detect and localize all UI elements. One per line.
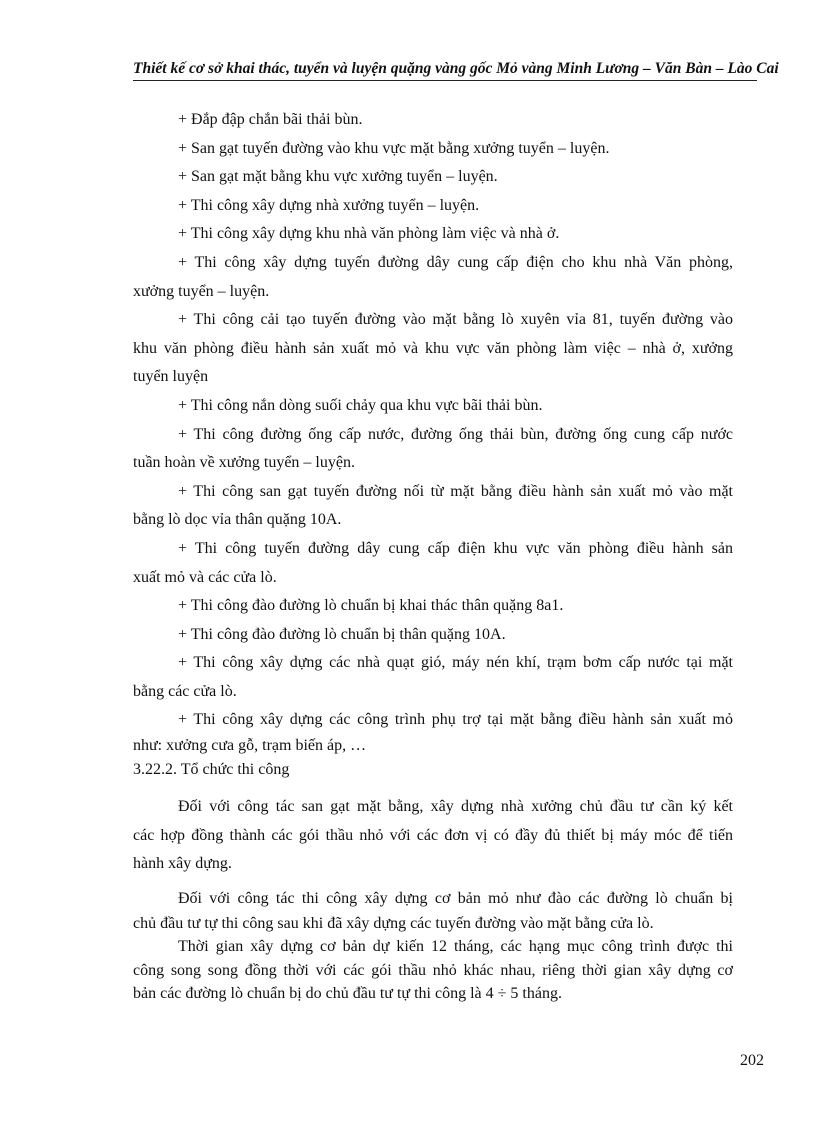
list-item-line: xưởng tuyển – luyện. [133, 282, 270, 300]
list-item [133, 249, 733, 306]
list-item: + Thi công đào đường lò chuẩn bị thân quặng 10A. [178, 625, 506, 643]
list-item-line: bằng lò dọc vỉa thân quặng 10A. [133, 511, 342, 529]
list-item [133, 478, 733, 535]
list-item-line: tuần hoàn về xưởng tuyển – luyện. [133, 454, 355, 472]
list-item: + Thi công đào đường lò chuẩn bị khai thác thân quặng 8a1. [178, 597, 564, 615]
list-item: + Đắp đập chắn bãi thải bùn. [178, 111, 363, 128]
list-item-line: như: xưởng cưa gỗ, trạm biến áp, … [133, 737, 367, 755]
paragraph-line: chủ đầu tư tự thi công sau khi đã xây dựng các tuyến đường vào mặt bằng cửa lò. [133, 915, 654, 933]
paragraph-line: Đối với công tác san gạt mặt bằng, xây dựng nhà xưởng chủ đầu tư cần ký kết [178, 798, 733, 816]
page-body [133, 106, 733, 1006]
paragraph [133, 935, 733, 1006]
spacer [133, 783, 733, 793]
list-item-line: + Thi công xây dựng các nhà quạt gió, máy nén khí, trạm bơm cấp nước tại mặt [178, 654, 733, 672]
list-item-line: + Thi công xây dựng tuyến đường dây cung cấp điện cho khu nhà Văn phòng, [178, 253, 733, 271]
running-header: Thiết kế cơ sở khai thác, tuyển và luyện quặng vàng gốc Mỏ vàng Minh Lương – Văn Bàn – Lào Cai [133, 60, 779, 77]
page-number: 202 [740, 1052, 764, 1069]
list-item [133, 421, 733, 478]
list-item: + Thi công xây dựng khu nhà văn phòng làm việc và nhà ở. [178, 225, 560, 243]
list-item-line: xuất mỏ và các cửa lò. [133, 568, 277, 586]
header-rule [133, 80, 757, 81]
list-item-line: khu văn phòng điều hành sản xuất mỏ và khu vực văn phòng làm việc – nhà ở, xưởng [133, 339, 733, 357]
list-item: + San gạt tuyến đường vào khu vực mặt bằng xưởng tuyển – luyện. [178, 139, 610, 157]
paragraph [133, 793, 733, 879]
list-item-line: bằng các cửa lò. [133, 682, 237, 700]
paragraph-line: Thời gian xây dựng cơ bản dự kiến 12 tháng, các hạng mục công trình được thi [178, 938, 733, 956]
list-item [133, 649, 733, 706]
list-item-line: + Thi công đường ống cấp nước, đường ống thải bùn, đường ống cung cấp nước [178, 425, 733, 443]
paragraph-line: hành xây dựng. [133, 855, 232, 873]
list-item-line: + Thi công san gạt tuyến đường nối từ mặt bằng điều hành sản xuất mỏ vào mặt [178, 482, 733, 500]
list-item-line: tuyển luyện [133, 368, 209, 386]
paragraph-line: Đối với công tác thi công xây dựng cơ bản mỏ như đào các đường lò chuẩn bị [178, 889, 733, 907]
list-item [133, 306, 733, 392]
list-item: + Thi công nắn dòng suối chảy qua khu vực bãi thải bùn. [178, 396, 543, 414]
paragraph-line: công song song đồng thời với các gói thầu nhỏ khác nhau, riêng thời gian xây dựng cơ [133, 961, 733, 979]
paragraph-line: các hợp đồng thành các gói thầu nhỏ với các đơn vị có đầy đủ thiết bị máy móc để tiến [133, 826, 733, 844]
list-item-line: + Thi công xây dựng các công trình phụ trợ tại mặt bằng điều hành sản xuất mỏ [178, 711, 733, 729]
paragraph [133, 885, 733, 936]
list-item [133, 706, 733, 757]
list-item [133, 535, 733, 592]
paragraph-line: bản các đường lò chuẩn bị do chủ đầu tư tự thi công là 4 ÷ 5 tháng. [133, 985, 562, 1003]
list-item: + San gạt mặt bằng khu vực xưởng tuyển – luyện. [178, 168, 498, 186]
list-item-line: + Thi công tuyến đường dây cung cấp điện khu vực văn phòng điều hành sản [178, 539, 733, 557]
section-heading: 3.22.2. Tổ chức thi công [133, 761, 290, 779]
list-item-line: + Thi công cải tạo tuyến đường vào mặt bằng lò xuyên vỉa 81, tuyến đường vào [178, 311, 733, 329]
list-item: + Thi công xây dựng nhà xưởng tuyển – luyện. [178, 196, 480, 214]
